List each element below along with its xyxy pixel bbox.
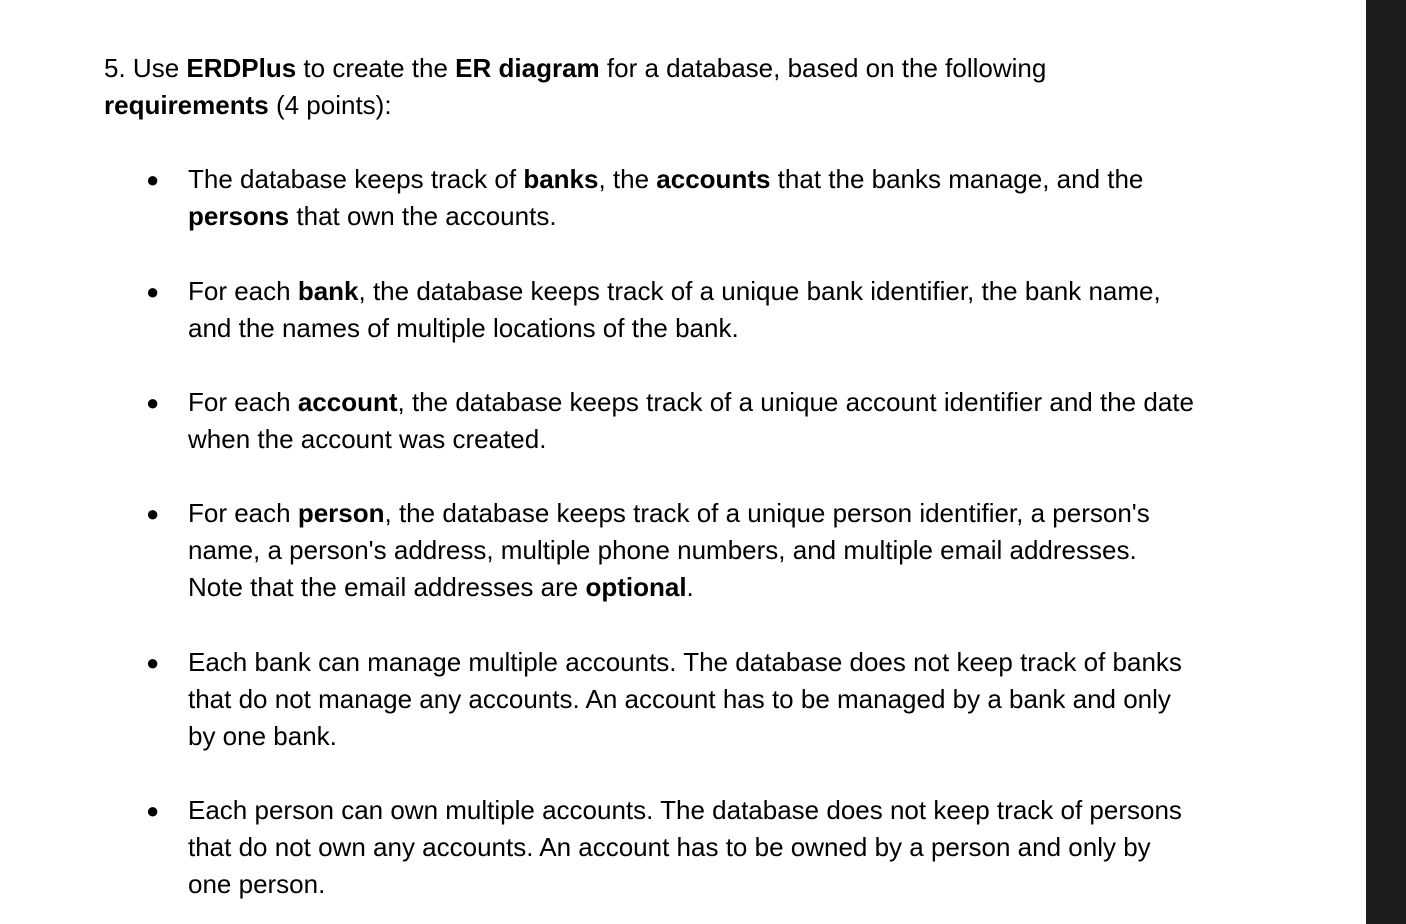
requirement-item-3: ● For each account, the database keeps track of a unique account identifier and the date when the account was created. [188,384,1198,458]
bullet-icon: ● [146,798,160,823]
bullet-icon: ● [146,390,160,415]
bullet-icon: ● [146,167,160,192]
requirements-label: requirements [104,90,269,120]
requirement-item-5: ● Each bank can manage multiple accounts. The database does not keep track of banks that do not manage any accounts. An account has to be managed by a bank and only by one bank. [188,644,1198,755]
requirement-item-1: ● The database keeps track of banks, the accounts that the banks manage, and the persons that own the accounts. [188,161,1198,235]
scrollbar[interactable] [1366,0,1406,924]
bullet-icon: ● [146,501,160,526]
bullet-icon: ● [146,279,160,304]
requirement-item-6: ● Each person can own multiple accounts. The database does not keep track of persons that do not own any accounts. An account has to be owned by a person and only by one person. [188,792,1198,903]
requirement-item-2: ● For each bank, the database keeps track of a unique bank identifier, the bank name, and the names of multiple locations of the bank. [188,273,1198,347]
tool-name: ERDPlus [186,53,297,83]
question-number: 5. [104,53,126,83]
requirement-item-4: ● For each person, the database keeps track of a unique person identifier, a person's name, a person's address, multiple phone numbers, and multiple email addresses. Note that the email addresses are optional. [188,495,1198,606]
question-text: 5. Use ERDPlus to create the ER diagram for a database, based on the following requirements (4 points): [104,53,1047,120]
bullet-icon: ● [146,650,160,675]
points-label: (4 points): [268,90,392,120]
diagram-type: ER diagram [455,53,600,83]
